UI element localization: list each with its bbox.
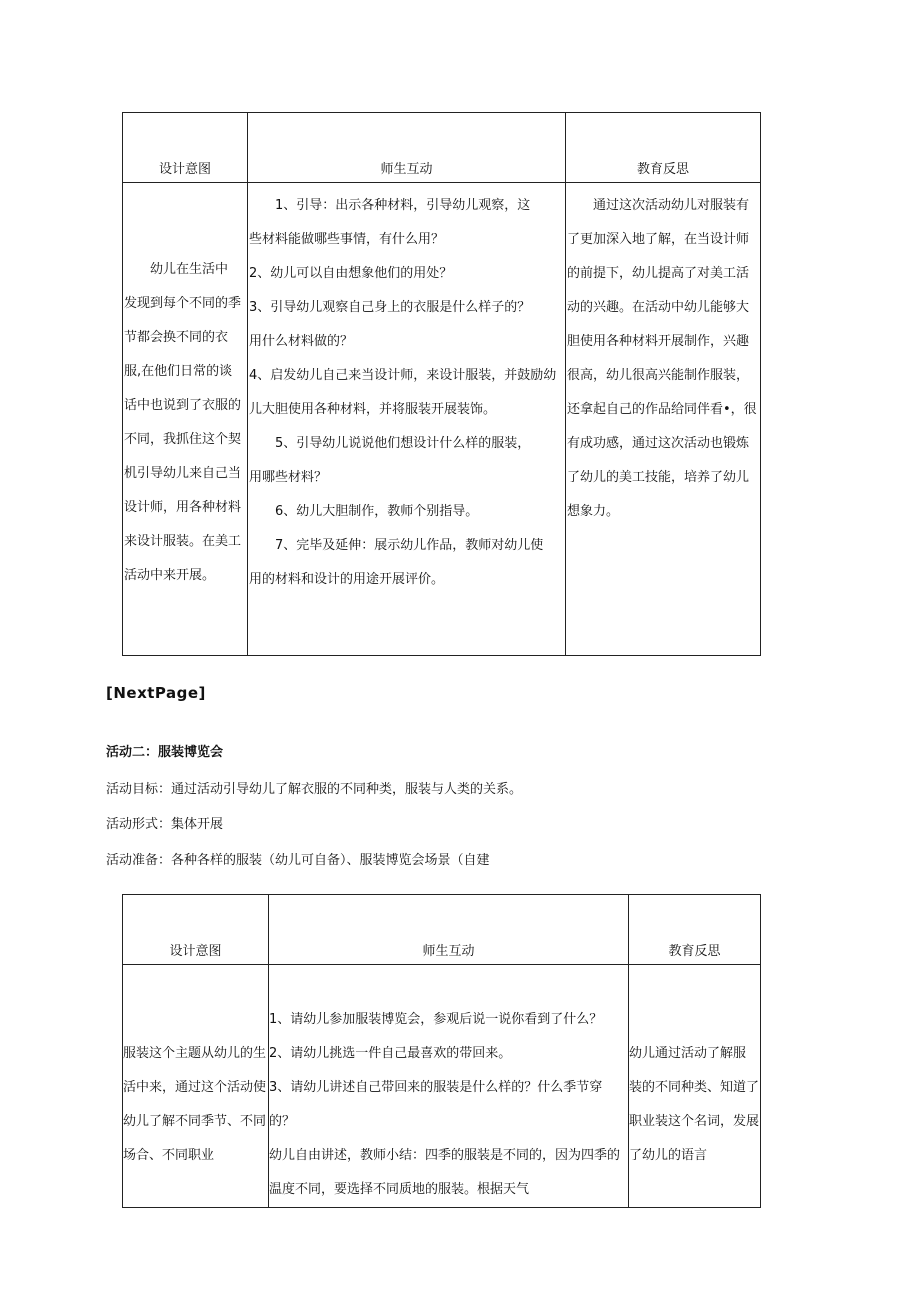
header-education-reflection: 教育反思 [629,895,761,965]
reflection-line: 有成功感，通过这次活动也锻炼 [567,436,750,451]
intent-line: 不同，我抓住这个契 [124,432,242,447]
interaction-line: 1、引导：出示各种材料，引导幼儿观察，这 [275,198,531,213]
interaction-cell [269,965,629,1208]
reflection-line: 了更加深入地了解，在当设计师 [567,232,750,247]
interaction-line: 些材料能做哪些事情，有什么用？ [249,232,445,247]
activity-form: 活动形式：集体开展 [106,817,224,832]
interaction-line: 4、启发幼儿自己来当设计师，来设计服装，并鼓励幼 [249,368,557,383]
header-teacher-child-interaction: 师生互动 [248,113,566,183]
interaction-line: 5、引导幼儿说说他们想设计什么样的服装， [275,436,531,451]
reflection-line: 了幼儿的美工技能，培养了幼儿 [567,470,750,485]
intent-line: 场合、不同职业 [123,1148,215,1163]
activity-goal: 活动目标：通过活动引导幼儿了解衣服的不同种类，服装与人类的关系。 [106,782,523,797]
reflection-line: 胆使用各种材料开展制作，兴趣 [567,334,750,349]
intent-line: 机引导幼儿来自己当 [124,466,242,481]
design-table-2 [122,894,761,1208]
header-education-reflection: 教育反思 [566,113,761,183]
reflection-line: 动的兴趣。在活动中幼儿能够大 [567,300,750,315]
reflection-cell [629,965,761,1208]
intent-line: 节都会换不同的衣 [124,330,229,345]
intent-line: 幼儿在生活中 [150,262,229,277]
interaction-line: 7、完毕及延伸：展示幼儿作品，教师对幼儿使 [275,538,544,553]
interaction-line: 3、引导幼儿观察自己身上的衣服是什么样子的？ [249,300,531,315]
design-table-1 [122,112,761,656]
interaction-line: 2、幼儿可以自由想象他们的用处？ [249,266,453,281]
interaction-line: 儿大胆使用各种材料，并将服装开展装饰。 [249,402,497,417]
intent-line: 服,在他们日常的谈 [124,364,233,379]
interaction-line: 幼儿自由讲述，教师小结：四季的服装是不同的，因为四季的 [269,1148,621,1163]
reflection-line: 装的不同种类、知道了 [629,1080,760,1095]
intent-line: 幼儿了解不同季节、不同 [123,1114,267,1129]
reflection-line: 很高，幼儿很高兴能制作服装， [567,368,750,383]
design-intent-cell [123,183,248,656]
intent-line: 活动中来开展。 [124,568,216,583]
activity-preparation: 活动准备：各种各样的服装（幼儿可自备）、服装博览会场景（自建 [106,853,490,868]
interaction-line: 用什么材料做的？ [249,334,354,349]
intent-line: 活中来，通过这个活动使 [123,1080,267,1095]
reflection-line: 幼儿通过活动了解服 [629,1046,747,1061]
interaction-line: 1、请幼儿参加服装博览会，参观后说一说你看到了什么？ [269,1012,603,1027]
design-intent-cell [123,965,269,1208]
reflection-line: 还拿起自己的作品给同伴看•，很 [567,402,757,417]
reflection-line: 职业装这个名词，发展 [629,1114,760,1129]
interaction-line: 2、请幼儿挑选一件自己最喜欢的带回来。 [269,1046,512,1061]
reflection-line: 想象力。 [567,504,620,519]
intent-line: 发现到每个不同的季 [124,296,242,311]
intent-line: 话中也说到了衣服的 [124,398,242,413]
reflection-line: 的前提下，幼儿提高了对美工活 [567,266,750,281]
reflection-cell [566,183,761,656]
interaction-line: 用哪些材料？ [249,470,328,485]
header-teacher-child-interaction: 师生互动 [269,895,629,965]
activity-title: 活动二：服装博览会 [106,745,224,760]
interaction-line: 温度不同，要选择不同质地的服装。根据天气 [269,1182,530,1197]
header-design-intent: 设计意图 [123,895,269,965]
intent-line: 设计师，用各种材料 [124,500,242,515]
interaction-line: 3、请幼儿讲述自己带回来的服装是什么样的？什么季节穿的？ [269,1080,603,1129]
interaction-line: 6、幼儿大胆制作，教师个别指导。 [275,504,479,519]
intent-line: 服装这个主题从幼儿的生 [123,1046,267,1061]
next-page-marker: [NextPage] [106,684,206,702]
reflection-line: 了幼儿的语言 [629,1148,708,1163]
interaction-line: 用的材料和设计的用途开展评价。 [249,572,445,587]
interaction-cell [248,183,566,656]
intent-line: 来设计服装。在美工 [124,534,242,549]
header-design-intent: 设计意图 [123,113,248,183]
reflection-line: 通过这次活动幼儿对服装有 [593,198,750,213]
